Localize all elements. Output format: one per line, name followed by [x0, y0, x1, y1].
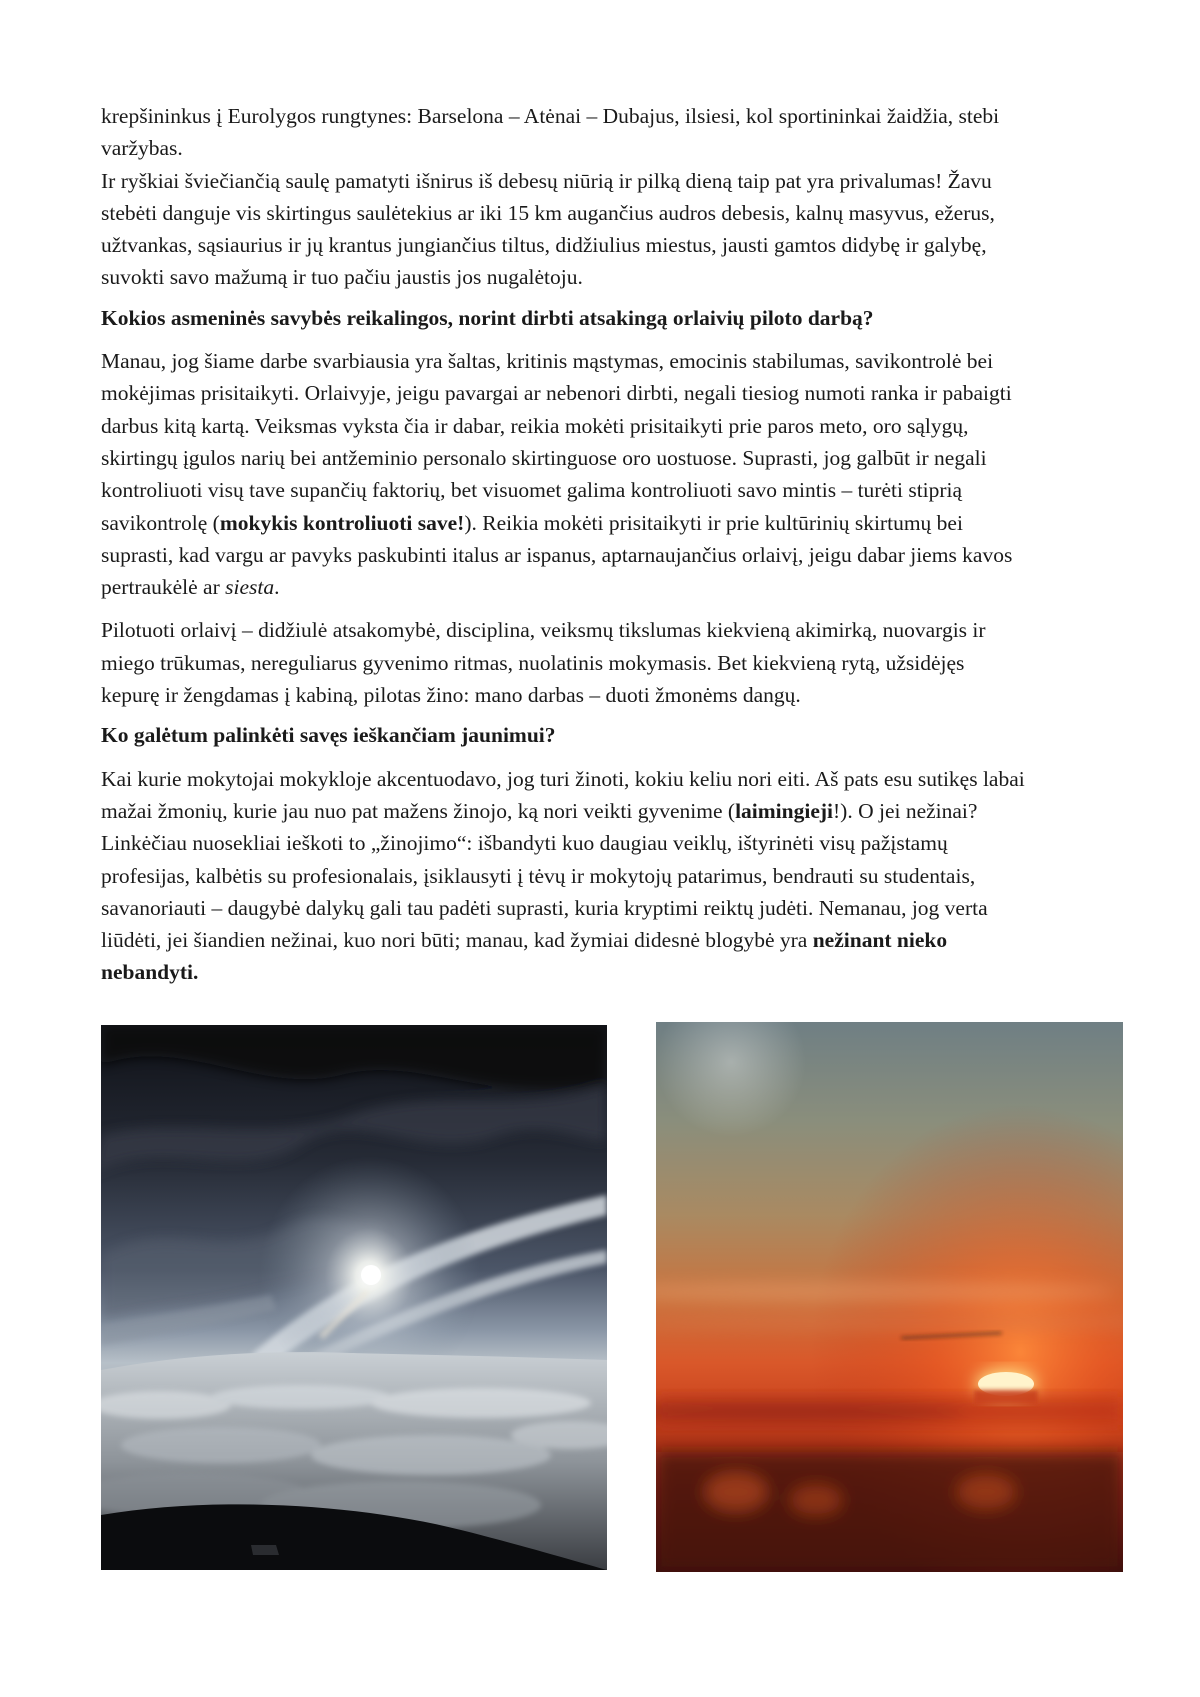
- text-line: miego trūkumas, nereguliarus gyvenimo ritmas, nuolatinis mokymasis. Bet kiekvieną rytą, užsidėjęs: [101, 650, 965, 675]
- text-line: suprasti, kad vargu ar pavyks paskubinti italus ar ispanus, aptarnaujančius orlaivį, jeigu dabar jiems kavos: [101, 542, 1013, 567]
- text-line: profesijas, kalbėtis su profesionalais, įsiklausyti į tėvų ir mokytojų patarimus, bendrauti su studentais,: [101, 863, 976, 888]
- question-heading-advice: Ko galėtum palinkėti savęs ieškančiam jaunimui?: [101, 723, 556, 748]
- article-body: [101, 100, 1153, 989]
- text-line: krepšininkus į Eurolygos rungtynes: Barselona – Atėnai – Dubajus, ilsiesi, kol sportininkai žaidžia, stebi: [101, 104, 1000, 128]
- text-segment: pertraukėlė ar: [101, 575, 226, 600]
- text-line: stebėti danguje vis skirtingus saulėtekius ar iki 15 km augančius audros debesis, kalnų masyvus, ežerus,: [101, 200, 995, 225]
- text-line: Manau, jog šiame darbe svarbiausia yra šaltas, kritinis mąstymas, emocinis stabilumas, savikontrolė bei: [101, 349, 994, 374]
- photo-clouds-graphic: [101, 1025, 607, 1570]
- text-line: varžybas.: [101, 136, 183, 161]
- text-line: Linkėčiau nuosekliai ieškoti to „žinojimo“: išbandyti kuo daugiau veiklų, ištyrinėti visų pažįstamų: [101, 831, 948, 856]
- text-segment: liūdėti, jei šiandien nežinai, kuo nori būti; manau, kad žymiai didesnė blogybė yra: [101, 928, 813, 953]
- text-segment: ). Reikia mokėti prisitaikyti ir prie kultūrinių skirtumų bei: [464, 510, 963, 535]
- question-heading-personal-qualities: Kokios asmeninės savybės reikalingos, norint dirbti atsakingą orlaivių piloto darbą?: [101, 305, 874, 330]
- text-line: Ir ryškiai šviečiančią saulę pamatyti išnirus iš debesų niūrią ir pilką dieną taip pat yra privalumas! Žavu: [101, 168, 992, 193]
- bold-emphasis: laimingieji: [735, 798, 833, 823]
- text-line: savanoriauti – daugybė dalykų gali tau padėti suprasti, kuria kryptimi reiktų judėti. Nemanau, jog verta: [101, 895, 988, 920]
- text-line: mokėjimas prisitaikyti. Orlaivyje, jeigu pavargai ar nebenori dirbti, negali tiesiog numoti ranka ir pabaigti: [101, 381, 1012, 406]
- italic-emphasis: siesta: [225, 575, 275, 600]
- paragraph-qualities: [101, 345, 1153, 603]
- bold-emphasis: mokykis kontroliuoti save!: [219, 510, 465, 535]
- text-segment: mažai žmonių, kurie jau nuo pat mažens žinojo, ką nori veikti gyvenime (: [101, 798, 736, 823]
- photo-sunset-graphic: [656, 1022, 1123, 1572]
- text-line: Kai kurie mokytojai mokykloje akcentuodavo, jog turi žinoti, kokiu keliu nori eiti. Aš pats esu sutikęs labai: [101, 766, 1025, 791]
- paragraph-advice: [101, 763, 1153, 989]
- text-segment: savikontrolę (: [101, 510, 220, 535]
- text-line: suvokti savo mažumą ir tuo pačiu jaustis jos nugalėtoju.: [101, 265, 583, 290]
- text-segment: .: [274, 575, 280, 600]
- text-line: kontroliuoti visų tave supančių faktorių, bet visuomet galima kontroliuoti savo mintis – turėti stiprią: [101, 478, 963, 503]
- text-line: Pilotuoti orlaivį – didžiulė atsakomybė, disciplina, veiksmų tikslumas kiekvieną akimirką, nuovargis ir: [101, 618, 986, 643]
- paragraph-responsibility: [101, 614, 1153, 711]
- photo-row: [101, 1022, 1119, 1572]
- text-line: kepurę ir žengdamas į kabiną, pilotas žino: mano darbas – duoti žmonėms dangų.: [101, 683, 801, 708]
- text-line: užtvankas, sąsiaurius ir jų krantus jungiančius tiltus, didžiulius miestus, jausti gamtos didybę ir galybę,: [101, 233, 987, 258]
- text-segment: !). O jei nežinai?: [833, 798, 978, 823]
- photo-clouds-above-sky: [101, 1025, 607, 1570]
- bold-emphasis: nebandyti.: [101, 960, 199, 985]
- paragraph-intro: [101, 100, 1153, 294]
- photo-sunset-horizon: [656, 1022, 1123, 1572]
- text-line: darbus kitą kartą. Veiksmas vyksta čia ir dabar, reikia mokėti prisitaikyti prie paros meto, oro sąlygų,: [101, 413, 969, 438]
- text-line: skirtingų įgulos narių bei antžeminio personalo skirtinguose oro uostuose. Suprasti, jog galbūt ir negali: [101, 445, 987, 470]
- bold-emphasis: nežinant nieko: [812, 928, 948, 953]
